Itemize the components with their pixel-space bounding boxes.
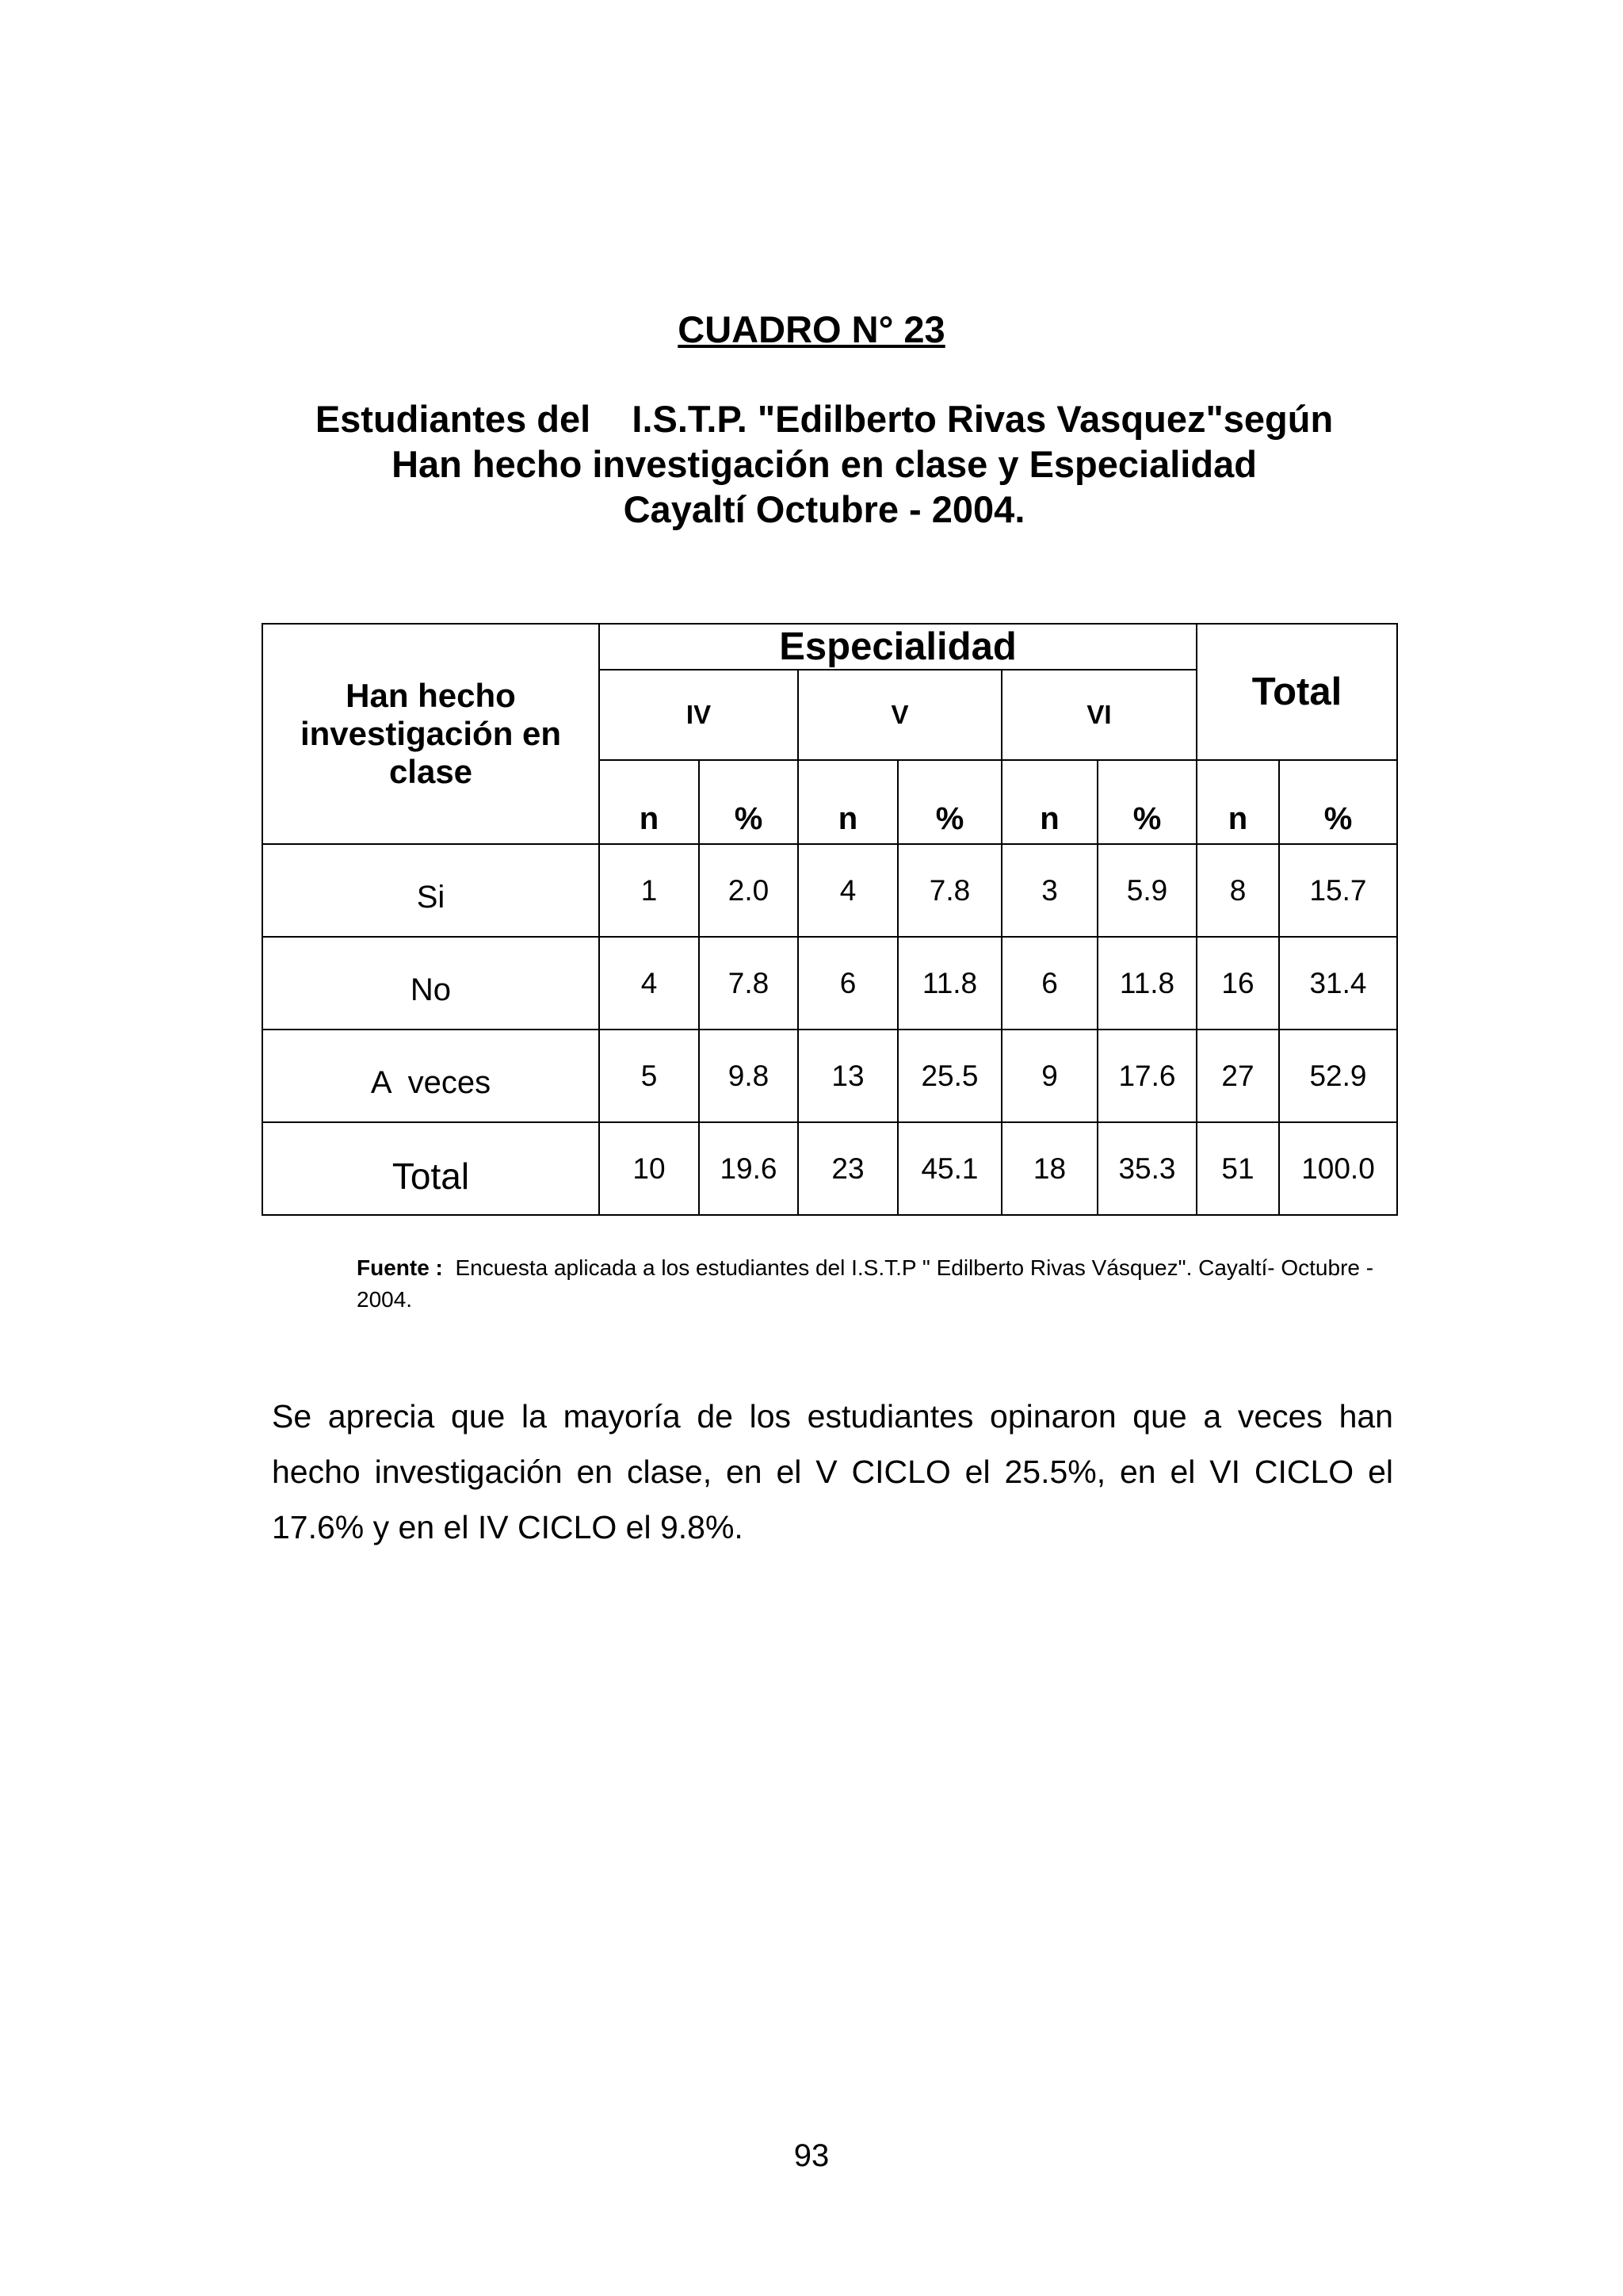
table-cell: 51	[1197, 1122, 1279, 1215]
table-cell: 7.8	[898, 844, 1002, 937]
row-label: Si	[262, 844, 599, 937]
table-cell: 31.4	[1279, 937, 1397, 1030]
survey-table	[262, 623, 1398, 1216]
unit-header-pct: %	[898, 760, 1002, 844]
source-label: Fuente :	[357, 1255, 443, 1280]
page-number: 93	[793, 2138, 830, 2173]
table-title	[158, 396, 1490, 532]
table-cell: 18	[1002, 1122, 1098, 1215]
table-cell: 52.9	[1279, 1030, 1397, 1122]
table-cell: 10	[599, 1122, 699, 1215]
unit-header-pct: %	[699, 760, 798, 844]
table-cell: 45.1	[898, 1122, 1002, 1215]
table-title-line-3: Cayaltí Octubre - 2004.	[623, 488, 1025, 530]
table-cell: 4	[599, 937, 699, 1030]
table-title-line-2: Han hecho investigación en clase y Especialidad	[391, 443, 1257, 485]
unit-header-n: n	[599, 760, 699, 844]
table-cell: 27	[1197, 1030, 1279, 1122]
table-title-line-1: Estudiantes del I.S.T.P. "Edilberto Rivas Vasquez"según	[315, 398, 1334, 440]
table-cell: 16	[1197, 937, 1279, 1030]
table-cell: 6	[1002, 937, 1098, 1030]
ciclo-iv-header: IV	[599, 670, 798, 760]
table-cell: 2.0	[699, 844, 798, 937]
table-cell: 7.8	[699, 937, 798, 1030]
table-cell: 13	[798, 1030, 898, 1122]
unit-header-pct: %	[1279, 760, 1397, 844]
table-cell: 3	[1002, 844, 1098, 937]
table-cell: 8	[1197, 844, 1279, 937]
total-header: Total	[1197, 624, 1397, 760]
table-cell: 23	[798, 1122, 898, 1215]
ciclo-vi-header: VI	[1002, 670, 1197, 760]
unit-header-n: n	[1197, 760, 1279, 844]
source-note	[357, 1252, 1403, 1316]
table-cell: 1	[599, 844, 699, 937]
table-cell: 17.6	[1098, 1030, 1197, 1122]
table-cell: 11.8	[898, 937, 1002, 1030]
table-cell: 9.8	[699, 1030, 798, 1122]
table-cell: 11.8	[1098, 937, 1197, 1030]
table-cell: 19.6	[699, 1122, 798, 1215]
ciclo-v-header: V	[798, 670, 1002, 760]
table-row	[262, 844, 1397, 937]
table-cell: 6	[798, 937, 898, 1030]
especialidad-header: Especialidad	[599, 624, 1197, 670]
unit-header-n: n	[1002, 760, 1098, 844]
unit-header-n: n	[798, 760, 898, 844]
unit-header-pct: %	[1098, 760, 1197, 844]
source-text: Encuesta aplicada a los estudiantes del I.S.T.P " Edilberto Rivas Vásquez". Cayaltí- Octubre - 2004.	[357, 1255, 1374, 1312]
table-cell: 9	[1002, 1030, 1098, 1122]
table-cell: 5.9	[1098, 844, 1197, 937]
table-cell: 25.5	[898, 1030, 1002, 1122]
table-cell: 15.7	[1279, 844, 1397, 937]
row-header-cell: Han hecho investigación en clase	[262, 624, 599, 844]
table-cell: 4	[798, 844, 898, 937]
table-row	[262, 1030, 1397, 1122]
table-row	[262, 937, 1397, 1030]
table-heading: CUADRO N° 23	[678, 308, 945, 350]
table-cell: 100.0	[1279, 1122, 1397, 1215]
table-cell: 5	[599, 1030, 699, 1122]
row-label: Total	[262, 1122, 599, 1215]
table-row-total	[262, 1122, 1397, 1215]
row-label: No	[262, 937, 599, 1030]
body-paragraph: Se aprecia que la mayoría de los estudiantes opinaron que a veces han hecho investigación en clase, en el V CICLO el 25.5%, en el VI CICLO el 17.6% y en el IV CICLO el 9.8%.	[272, 1398, 1393, 1545]
row-label: A veces	[262, 1030, 599, 1122]
table-cell: 35.3	[1098, 1122, 1197, 1215]
